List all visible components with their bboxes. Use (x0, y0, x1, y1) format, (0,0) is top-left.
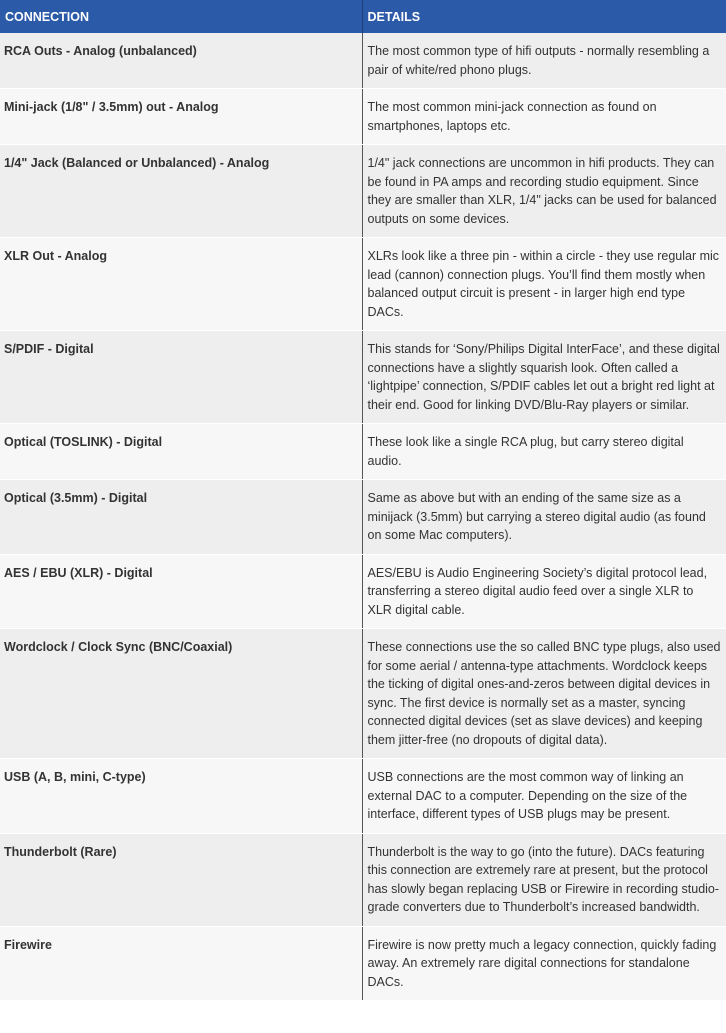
table-body (0, 33, 726, 1001)
details-cell: AES/EBU is Audio Engineering Society’s digital protocol lead, transferring a stereo digital audio feed over a single XLR to XLR digital cable. (362, 554, 726, 629)
connection-cell: Mini-jack (1/8" / 3.5mm) out - Analog (0, 89, 362, 145)
table-row (0, 238, 726, 331)
table-row (0, 554, 726, 629)
connection-cell: 1/4" Jack (Balanced or Unbalanced) - Analog (0, 145, 362, 238)
details-cell: The most common mini-jack connection as found on smartphones, laptops etc. (362, 89, 726, 145)
connection-cell: XLR Out - Analog (0, 238, 362, 331)
table-row (0, 926, 726, 1001)
details-cell: 1/4" jack connections are uncommon in hifi products. They can be found in PA amps and recording studio equipment. Since they are smaller than XLR, 1/4" jacks can be used for balanced outputs on some devices. (362, 145, 726, 238)
connection-cell: AES / EBU (XLR) - Digital (0, 554, 362, 629)
details-cell: These connections use the so called BNC type plugs, also used for some aerial / antenna-type attachments. Wordclock keeps the ticking of digital ones-and-zeros between digital devices in sync. The first device is normally set as a master, syncing connected digital devices (set as slave devices) and keeping them jitter-free (no dropouts of digital data). (362, 629, 726, 759)
connection-cell: USB (A, B, mini, C-type) (0, 759, 362, 834)
details-cell: The most common type of hifi outputs - normally resembling a pair of white/red phono plugs. (362, 33, 726, 89)
details-cell: Firewire is now pretty much a legacy connection, quickly fading away. An extremely rare digital connections for standalone DACs. (362, 926, 726, 1001)
table-row (0, 629, 726, 759)
details-cell: This stands for ‘Sony/Philips Digital InterFace’, and these digital connections have a slightly squarish look. Often called a ‘lightpipe’ connection, S/PDIF cables let out a bright red light at their end. Good for linking DVD/Blu-Ray players or similar. (362, 331, 726, 424)
header-details: DETAILS (362, 0, 726, 33)
connection-cell: Thunderbolt (Rare) (0, 833, 362, 926)
connection-cell: Optical (TOSLINK) - Digital (0, 424, 362, 480)
table-row (0, 480, 726, 555)
details-cell: USB connections are the most common way of linking an external DAC to a computer. Depending on the size of the interface, different types of USB plugs may be present. (362, 759, 726, 834)
header-connection: CONNECTION (0, 0, 362, 33)
table-row (0, 833, 726, 926)
table-header-row (0, 0, 726, 33)
connection-cell: S/PDIF - Digital (0, 331, 362, 424)
table-row (0, 145, 726, 238)
table-row (0, 424, 726, 480)
table-row (0, 33, 726, 89)
details-cell: Same as above but with an ending of the same size as a minijack (3.5mm) but carrying a stereo digital audio (as found on some Mac computers). (362, 480, 726, 555)
connection-cell: Wordclock / Clock Sync (BNC/Coaxial) (0, 629, 362, 759)
details-cell: Thunderbolt is the way to go (into the future). DACs featuring this connection are extremely rare at present, but the protocol has slowly began replacing USB or Firewire in recording studio-grade converters due to Thunderbolt’s increased bandwidth. (362, 833, 726, 926)
details-cell: These look like a single RCA plug, but carry stereo digital audio. (362, 424, 726, 480)
table-row (0, 331, 726, 424)
connection-cell: RCA Outs - Analog (unbalanced) (0, 33, 362, 89)
table-row (0, 759, 726, 834)
connection-cell: Optical (3.5mm) - Digital (0, 480, 362, 555)
details-cell: XLRs look like a three pin - within a circle - they use regular mic lead (cannon) connection plugs. You’ll find them mostly when balanced output circuit is present - in larger high end type DACs. (362, 238, 726, 331)
connection-cell: Firewire (0, 926, 362, 1001)
table-row (0, 89, 726, 145)
